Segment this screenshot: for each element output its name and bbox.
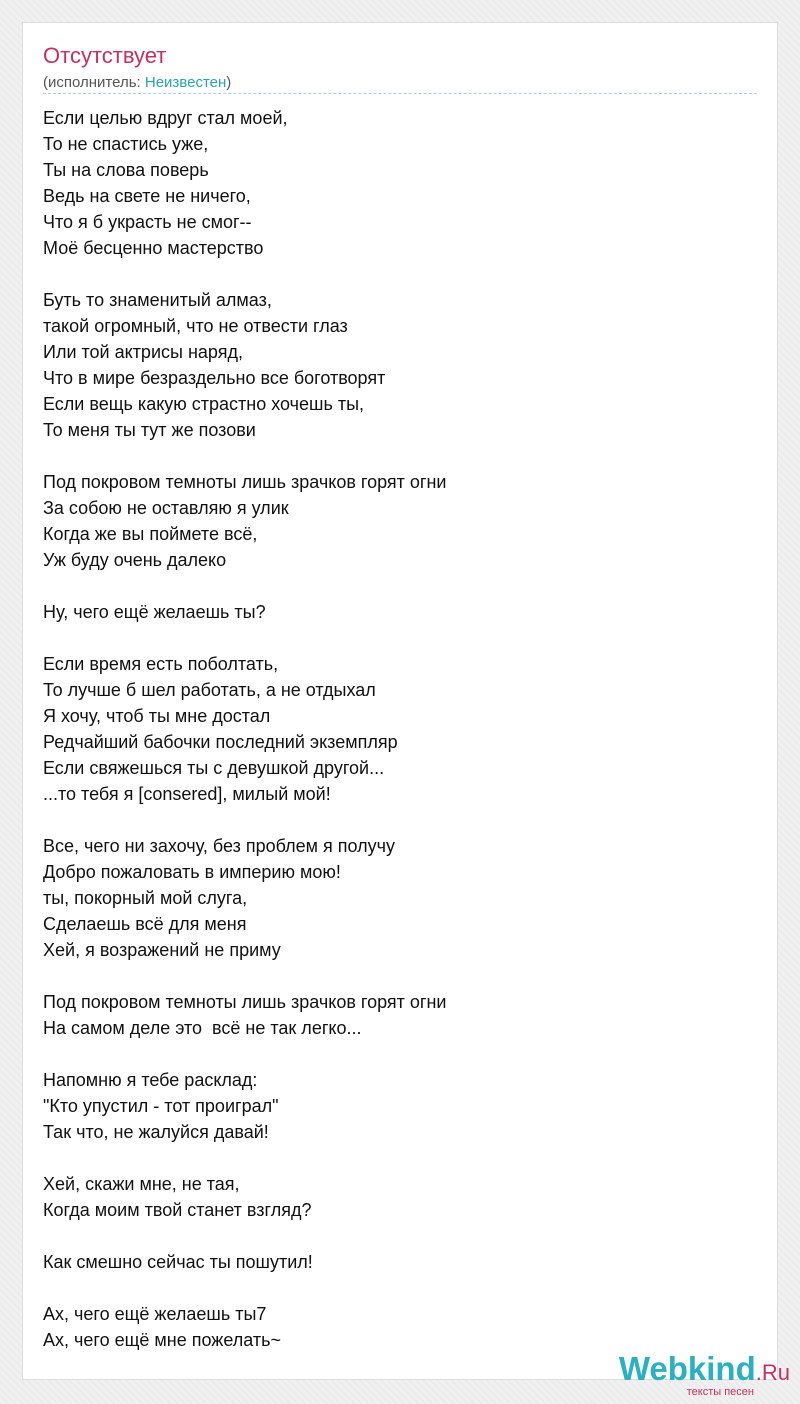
lyric-line: "Кто упустил - тот проиграл" [43, 1096, 279, 1116]
lyric-line: Ведь на свете не ничего, [43, 186, 251, 206]
logo-suffix: .Ru [755, 1360, 790, 1385]
webkind-logo[interactable] [619, 1352, 790, 1398]
lyrics-text [43, 105, 446, 1353]
lyric-line: Хей, я возражений не приму [43, 940, 281, 960]
lyric-line: такой огромный, что не отвести глаз [43, 316, 348, 336]
lyric-line: Редчайший бабочки последний экземпляр [43, 732, 398, 752]
lyric-line: Если свяжешься ты с девушкой другой... [43, 758, 385, 778]
stanza-break [43, 1223, 446, 1249]
lyric-line: Ах, чего ещё желаешь ты7 [43, 1304, 267, 1324]
stanza-break [43, 573, 446, 599]
artist-prefix: (исполнитель: [43, 74, 145, 91]
song-title: Отсутствует [43, 43, 167, 68]
lyric-line: На самом деле это всё не так легко... [43, 1018, 362, 1038]
lyric-line: Я хочу, чтоб ты мне достал [43, 706, 271, 726]
lyric-line: То лучше б шел работать, а не отдыхал [43, 680, 376, 700]
lyric-line: Напомню я тебе расклад: [43, 1070, 258, 1090]
lyric-line: Все, чего ни захочу, без проблем я получу [43, 836, 395, 856]
artist-link[interactable]: Неизвестен [144, 74, 227, 91]
stanza-break [43, 807, 446, 833]
stanza-break [43, 625, 446, 651]
lyric-line: Если целью вдруг стал моей, [43, 108, 288, 128]
stanza-break [43, 1275, 446, 1301]
lyric-line: Буть то знаменитый алмаз, [43, 290, 272, 310]
lyric-line: Когда же вы поймете всё, [43, 524, 258, 544]
lyric-line: То не спастись уже, [43, 134, 209, 154]
lyric-line: Под покровом темноты лишь зрачков горят огни [43, 992, 447, 1012]
lyric-line: Моё бесценно мастерство [43, 238, 264, 258]
stanza-break [43, 261, 446, 287]
stanza-break [43, 443, 446, 469]
logo-tagline: тексты песен [686, 1386, 754, 1398]
lyric-line: Под покровом темноты лишь зрачков горят огни [43, 472, 447, 492]
lyric-line: За собою не оставляю я улик [43, 498, 289, 518]
stanza-break [43, 1041, 446, 1067]
lyric-line: Когда моим твой станет взгляд? [43, 1200, 312, 1220]
lyric-line: Хей, скажи мне, не тая, [43, 1174, 240, 1194]
lyric-line: Сделаешь всё для меня [43, 914, 247, 934]
logo-text: Webkind [618, 1350, 756, 1387]
lyric-line: Ну, чего ещё желаешь ты? [43, 602, 266, 622]
lyric-line: Если время есть поболтать, [43, 654, 279, 674]
lyric-line: Или той актрисы наряд, [43, 342, 243, 362]
stanza-break [43, 1145, 446, 1171]
lyric-line: Уж буду очень далеко [43, 550, 227, 570]
stanza-break [43, 963, 446, 989]
lyric-line: ...то тебя я [consered], милый мой! [43, 784, 331, 804]
lyric-line: Добро пожаловать в империю мою! [43, 862, 341, 882]
lyric-line: То меня ты тут же позови [43, 420, 256, 440]
artist-line [43, 73, 231, 93]
lyric-line: ты, покорный мой слуга, [43, 888, 248, 908]
lyric-line: Что я б украсть не смог-- [43, 212, 252, 232]
lyric-line: Что в мире безраздельно все боготворят [43, 368, 386, 388]
lyrics-card [22, 22, 778, 1380]
divider [43, 93, 757, 94]
lyric-line: Как смешно сейчас ты пошутил! [43, 1252, 313, 1272]
artist-suffix: ) [226, 74, 232, 91]
lyric-line: Если вещь какую страстно хочешь ты, [43, 394, 365, 414]
lyric-line: Так что, не жалуйся давай! [43, 1122, 269, 1142]
lyric-line: Ах, чего ещё мне пожелать~ [43, 1330, 281, 1350]
lyric-line: Ты на слова поверь [43, 160, 209, 180]
